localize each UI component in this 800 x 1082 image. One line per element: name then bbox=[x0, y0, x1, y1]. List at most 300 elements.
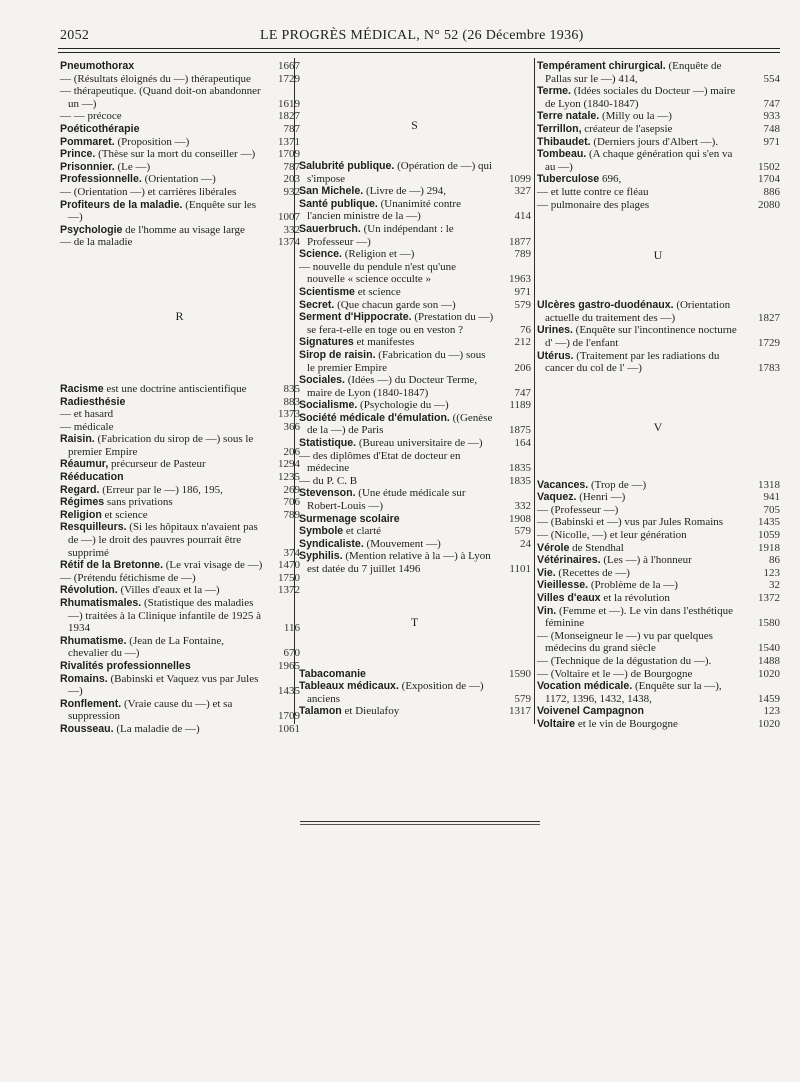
entry-page-number: 1372 bbox=[758, 592, 780, 605]
entry-heading: Vin. bbox=[537, 604, 557, 617]
entry-page-number: 1459 bbox=[758, 692, 780, 705]
entry-page-number: 1619 bbox=[278, 97, 300, 110]
entry-heading: Syndicaliste. bbox=[299, 537, 364, 550]
entry-page-number: 32 bbox=[769, 579, 780, 592]
entry-text: (Enquête de Pallas sur le —) 414, bbox=[545, 60, 722, 85]
entry-page-number: 2080 bbox=[758, 198, 780, 211]
index-entry bbox=[299, 412, 531, 437]
index-entry bbox=[60, 673, 300, 698]
entry-heading: Religion bbox=[60, 508, 102, 521]
index-entry bbox=[537, 491, 780, 504]
index-column-2 bbox=[299, 60, 531, 718]
index-entry bbox=[537, 542, 780, 555]
entry-heading: Urines. bbox=[537, 324, 573, 337]
entry-group bbox=[60, 60, 300, 249]
entry-page-number: 579 bbox=[514, 525, 531, 538]
index-entry bbox=[537, 479, 780, 492]
entry-text: (Un indépendant : le Professeur —) bbox=[307, 222, 454, 248]
index-entry bbox=[537, 592, 780, 605]
entry-page-number: 332 bbox=[283, 223, 300, 236]
entry-text: (Problème de la —) bbox=[590, 579, 678, 592]
entry-text: — nouvelle du pendule n'est qu'une nouvelle « science occulte » bbox=[299, 260, 457, 286]
entry-page-number: 1918 bbox=[758, 541, 780, 554]
index-entry bbox=[537, 148, 780, 173]
entry-text: est une doctrine antiscientifique bbox=[106, 382, 247, 395]
entry-page-number: 1435 bbox=[758, 516, 780, 529]
entry-text: (Enquête sur les —) bbox=[68, 198, 257, 224]
entry-heading: Rivalités professionnelles bbox=[60, 659, 191, 672]
entry-page-number: 1590 bbox=[509, 667, 531, 680]
entry-heading: Ronflement. bbox=[60, 697, 122, 710]
entry-page-number: 366 bbox=[283, 420, 300, 433]
entry-heading: Rousseau. bbox=[60, 722, 114, 735]
index-entry bbox=[299, 299, 531, 312]
index-entry bbox=[60, 584, 300, 597]
entry-text: et la révolution bbox=[603, 592, 670, 605]
index-entry bbox=[60, 173, 300, 186]
entry-page-number: 941 bbox=[763, 491, 780, 504]
entry-heading: Salubrité publique. bbox=[299, 160, 395, 172]
index-column-1 bbox=[60, 60, 300, 736]
entry-heading: San Michele. bbox=[299, 185, 364, 198]
entry-heading: Profiteurs de la maladie. bbox=[60, 198, 183, 211]
index-entry bbox=[537, 705, 780, 718]
entry-heading: Rétif de la Bretonne. bbox=[60, 559, 164, 572]
entry-text: — (Résultats éloignés du —) thérapeutique bbox=[60, 72, 251, 85]
entry-heading: Prisonnier. bbox=[60, 160, 115, 173]
entry-heading: Villes d'eaux bbox=[537, 592, 601, 605]
entry-heading: Sirop de raisin. bbox=[299, 348, 376, 361]
entry-text: (Thèse sur la mort du conseiller —) bbox=[98, 148, 256, 161]
entry-heading: Stevenson. bbox=[299, 487, 356, 500]
index-entry bbox=[60, 136, 300, 149]
index-entry bbox=[299, 286, 531, 299]
entry-page-number: 414 bbox=[514, 210, 531, 223]
entry-text: et Dieulafoy bbox=[344, 705, 400, 718]
index-entry bbox=[60, 186, 300, 199]
entry-heading: Thibaudet. bbox=[537, 135, 591, 148]
section-letter-t: T bbox=[410, 614, 420, 629]
entry-heading: Tuberculose bbox=[537, 173, 600, 186]
entry-heading: Regard. bbox=[60, 483, 100, 496]
index-entry bbox=[299, 336, 531, 349]
entry-heading: Surmenage scolaire bbox=[299, 512, 400, 525]
index-entry bbox=[60, 73, 300, 86]
index-entry bbox=[60, 161, 300, 174]
entry-text: et clarté bbox=[345, 525, 382, 538]
entry-page-number: 1020 bbox=[758, 667, 780, 680]
entry-text: — et hasard bbox=[60, 408, 114, 421]
entry-heading: Scientisme bbox=[299, 285, 355, 298]
entry-text: (Trop de —) bbox=[591, 478, 647, 491]
index-entry bbox=[537, 567, 780, 580]
entry-page-number: 747 bbox=[763, 97, 780, 110]
entry-page-number: 1667 bbox=[278, 60, 300, 72]
index-entry bbox=[60, 458, 300, 471]
entry-text: (La maladie de —) bbox=[116, 722, 200, 735]
entry-text: (Jean de La Fontaine, chevalier du —) bbox=[68, 634, 224, 660]
entry-page-number: 1061 bbox=[278, 722, 300, 735]
column-divider bbox=[534, 58, 535, 724]
entry-heading: Utérus. bbox=[537, 349, 574, 362]
entry-text: et le vin de Bourgogne bbox=[577, 717, 678, 730]
entry-page-number: 1371 bbox=[278, 135, 300, 148]
entry-text: de Stendhal bbox=[572, 541, 624, 554]
footer-rule-thin bbox=[300, 824, 540, 825]
entry-page-number: 971 bbox=[514, 285, 531, 298]
index-entry bbox=[299, 487, 531, 512]
index-column-3 bbox=[537, 60, 780, 731]
entry-page-number: 1827 bbox=[278, 110, 300, 123]
index-entry bbox=[60, 559, 300, 572]
entry-page-number: 787 bbox=[283, 160, 300, 173]
entry-text: — des diplômes d'Etat de docteur en médecine bbox=[299, 449, 461, 475]
index-entry bbox=[60, 110, 300, 123]
entry-page-number: 1580 bbox=[758, 617, 780, 630]
entry-heading: Voivenel Campagnon bbox=[537, 705, 644, 718]
entry-page-number: 1488 bbox=[758, 655, 780, 667]
entry-page-number: 203 bbox=[283, 173, 300, 186]
entry-heading: Vie. bbox=[537, 566, 556, 579]
entry-text: (Unanimité contre l'ancien ministre de la —) bbox=[307, 197, 461, 223]
entry-text: sans privations bbox=[106, 496, 173, 509]
index-entry bbox=[537, 630, 780, 655]
entry-page-number: 123 bbox=[763, 705, 780, 718]
entry-page-number: 971 bbox=[763, 135, 780, 148]
index-entry bbox=[299, 525, 531, 538]
entry-heading: Tombeau. bbox=[537, 148, 587, 161]
index-entry bbox=[60, 484, 300, 497]
entry-page-number: 1059 bbox=[758, 529, 780, 542]
entry-page-number: 1965 bbox=[278, 659, 300, 672]
index-entry bbox=[60, 698, 300, 723]
entry-heading: Symbole bbox=[299, 525, 344, 538]
entry-page-number: 332 bbox=[514, 500, 531, 513]
entry-text: (Le —) bbox=[117, 160, 151, 173]
entry-heading: Science. bbox=[299, 248, 342, 261]
entry-text: (Villes d'eaux et la —) bbox=[120, 584, 220, 597]
entry-text: (Derniers jours d'Albert —). bbox=[593, 135, 719, 148]
index-entry bbox=[299, 248, 531, 261]
entry-heading: Terme. bbox=[537, 85, 571, 98]
entry-text: (Idées sociales du Docteur —) maire de Lyon (1840-1847) bbox=[545, 85, 736, 110]
index-entry bbox=[60, 433, 300, 458]
journal-line: LE PROGRÈS MÉDICAL, N° 52 (26 Décembre 1936) bbox=[260, 28, 584, 43]
index-entry bbox=[299, 399, 531, 412]
index-entry bbox=[537, 60, 780, 85]
entry-text: 696, bbox=[601, 173, 622, 186]
entry-page-number: 1835 bbox=[509, 474, 531, 487]
index-entry bbox=[537, 136, 780, 149]
page-number: 2052 bbox=[60, 28, 90, 43]
entry-page-number: 883 bbox=[283, 395, 300, 408]
entry-heading: Professionnelle. bbox=[60, 173, 142, 186]
entry-text: (Mention relative à la —) à Lyon est datée du 7 juillet 1496 bbox=[307, 550, 491, 575]
entry-text: créateur de l'asepsie bbox=[584, 122, 673, 135]
entry-text: — (Technique de la dégustation du —). bbox=[537, 655, 712, 667]
entry-page-number: 579 bbox=[514, 692, 531, 705]
entry-page-number: 579 bbox=[514, 298, 531, 311]
index-entry bbox=[299, 349, 531, 374]
index-entry bbox=[537, 504, 780, 517]
entry-heading: Vétérinaires. bbox=[537, 554, 601, 567]
index-entry bbox=[60, 224, 300, 237]
index-entry bbox=[60, 521, 300, 559]
entry-text: et manifestes bbox=[356, 336, 415, 349]
index-entry bbox=[60, 723, 300, 736]
entry-page-number: 1783 bbox=[758, 362, 780, 375]
section-letter-r: R bbox=[175, 308, 185, 323]
section-letter-s: S bbox=[411, 118, 419, 132]
entry-text: — (Prétendu fétichisme de —) bbox=[60, 571, 196, 584]
index-entry bbox=[299, 450, 531, 475]
entry-page-number: 1835 bbox=[509, 462, 531, 475]
index-entry bbox=[60, 85, 300, 110]
entry-heading: Pommaret. bbox=[60, 135, 115, 148]
entry-page-number: 164 bbox=[514, 437, 531, 450]
entry-page-number: 1729 bbox=[278, 72, 300, 85]
entry-heading: Vérole bbox=[537, 541, 570, 554]
entry-text: (Opération de —) qui s'impose bbox=[307, 160, 493, 185]
entry-page-number: 1099 bbox=[509, 172, 531, 185]
entry-group bbox=[537, 299, 780, 375]
entry-page-number: 269 bbox=[283, 483, 300, 496]
entry-heading: Secret. bbox=[299, 298, 335, 311]
entry-page-number: 835 bbox=[283, 382, 300, 395]
index-entry bbox=[299, 437, 531, 450]
entry-heading: Révolution. bbox=[60, 584, 118, 597]
index-entry bbox=[299, 198, 531, 223]
entry-page-number: 1235 bbox=[278, 471, 300, 484]
section-letter-v: V bbox=[653, 419, 664, 434]
entry-heading: Sociales. bbox=[299, 374, 345, 387]
index-entry bbox=[537, 554, 780, 567]
index-entry bbox=[537, 350, 780, 375]
entry-text: (Religion et —) bbox=[344, 248, 415, 261]
entry-page-number: 123 bbox=[763, 566, 780, 579]
entry-text: (Babinski et Vaquez vus par Jules —) bbox=[68, 672, 259, 698]
entry-page-number: 212 bbox=[514, 336, 531, 349]
index-entry bbox=[60, 597, 300, 635]
index-entry bbox=[60, 148, 300, 161]
entry-text: — médicale bbox=[60, 420, 114, 433]
entry-page-number: 76 bbox=[520, 323, 531, 336]
index-entry bbox=[60, 572, 300, 585]
entry-heading: Raisin. bbox=[60, 433, 95, 446]
entry-heading: Talamon bbox=[299, 705, 342, 718]
entry-page-number: 1317 bbox=[509, 705, 531, 718]
entry-text: et science bbox=[357, 285, 401, 298]
index-entry bbox=[537, 655, 780, 668]
entry-page-number: 206 bbox=[283, 445, 300, 458]
entry-heading: Terrillon, bbox=[537, 122, 582, 135]
entry-page-number: 374 bbox=[283, 546, 300, 559]
index-entry bbox=[60, 383, 300, 396]
entry-page-number: 1750 bbox=[278, 571, 300, 584]
index-entry bbox=[299, 311, 531, 336]
entry-page-number: 1540 bbox=[758, 642, 780, 655]
entry-page-number: 1729 bbox=[758, 336, 780, 349]
index-entry bbox=[537, 173, 780, 186]
footer-rule bbox=[300, 821, 540, 822]
entry-heading: Ulcères gastro-duodénaux. bbox=[537, 299, 674, 312]
entry-heading: Socialisme. bbox=[299, 399, 358, 412]
index-entry bbox=[60, 396, 300, 409]
entry-text: (Le vrai visage de —) bbox=[165, 559, 263, 572]
entry-text: (Si les hôpitaux n'avaient pas de —) le droit des pauvres pourrait être supprimé bbox=[68, 521, 258, 559]
entry-page-number: 933 bbox=[763, 110, 780, 123]
entry-heading: Statistique. bbox=[299, 437, 357, 450]
entry-page-number: 1435 bbox=[278, 685, 300, 698]
entry-page-number: 1020 bbox=[758, 717, 780, 730]
index-entry bbox=[537, 718, 780, 731]
entry-text: (Proposition —) bbox=[117, 135, 190, 148]
entry-page-number: 747 bbox=[514, 386, 531, 399]
index-entry bbox=[537, 186, 780, 199]
header-rule-thin bbox=[58, 52, 780, 53]
entry-text: — — précoce bbox=[60, 110, 122, 123]
entry-heading: Tempérament chirurgical. bbox=[537, 60, 666, 72]
entry-text: de l'homme au visage large bbox=[125, 223, 245, 236]
index-entry bbox=[299, 668, 531, 681]
index-entry bbox=[299, 261, 531, 286]
entry-text: (Une étude médicale sur Robert-Louis —) bbox=[307, 487, 466, 513]
entry-heading: Vocation médicale. bbox=[537, 680, 633, 693]
entry-heading: Sauerbruch. bbox=[299, 222, 361, 235]
entry-heading: Rééducation bbox=[60, 471, 124, 484]
index-entry bbox=[299, 185, 531, 198]
entry-page-number: 86 bbox=[769, 554, 780, 567]
entry-heading: Terre natale. bbox=[537, 110, 600, 123]
entry-text: — pulmonaire des plages bbox=[537, 198, 650, 211]
entry-text: (Mouvement —) bbox=[366, 537, 441, 550]
index-entry bbox=[299, 475, 531, 488]
index-entry bbox=[299, 223, 531, 248]
index-entry bbox=[60, 408, 300, 421]
index-entry bbox=[537, 123, 780, 136]
index-entry bbox=[60, 496, 300, 509]
entry-text: — du P. C. B bbox=[299, 474, 358, 487]
entry-page-number: 748 bbox=[763, 122, 780, 135]
entry-heading: Syphilis. bbox=[299, 550, 343, 563]
entry-text: (Femme et —). Le vin dans l'esthétique féminine bbox=[545, 604, 733, 630]
entry-text: (Bureau universitaire de —) bbox=[358, 437, 483, 450]
index-entry bbox=[299, 680, 531, 705]
entry-page-number: 1372 bbox=[278, 584, 300, 597]
entry-text: (Statistique des maladies —) traitées à la Clinique infantile de 1925 à 1934 bbox=[68, 597, 262, 635]
entry-page-number: 1908 bbox=[509, 512, 531, 525]
entry-page-number: 787 bbox=[283, 122, 300, 135]
entry-page-number: 1709 bbox=[278, 148, 300, 161]
entry-page-number: 932 bbox=[283, 185, 300, 198]
entry-heading: Vacances. bbox=[537, 478, 589, 491]
entry-text: (Orientation actuelle du traitement des —) bbox=[545, 299, 731, 324]
entry-text: (Enquête sur la —), 1172, 1396, 1432, 1438, bbox=[545, 680, 722, 705]
index-entry bbox=[60, 421, 300, 434]
entry-page-number: 670 bbox=[283, 647, 300, 660]
entry-page-number: 789 bbox=[514, 248, 531, 261]
entry-text: (Livre de —) 294, bbox=[365, 185, 446, 198]
entry-text: (Henri —) bbox=[579, 491, 626, 504]
entry-page-number: 705 bbox=[763, 503, 780, 516]
index-entry bbox=[299, 550, 531, 575]
entry-group bbox=[60, 383, 300, 736]
entry-page-number: 789 bbox=[283, 508, 300, 521]
entry-page-number: 1373 bbox=[278, 408, 300, 421]
entry-page-number: 1704 bbox=[758, 173, 780, 186]
entry-page-number: 206 bbox=[514, 361, 531, 374]
entry-page-number: 1877 bbox=[509, 235, 531, 248]
entry-text: (Les —) à l'honneur bbox=[603, 554, 692, 567]
header-rule bbox=[58, 48, 780, 49]
index-entry bbox=[537, 605, 780, 630]
entry-text: précurseur de Pasteur bbox=[111, 458, 206, 471]
entry-heading: Poéticothérapie bbox=[60, 122, 140, 135]
entry-text: — (Babinski et —) vus par Jules Romains bbox=[537, 516, 724, 529]
entry-text: et science bbox=[104, 508, 148, 521]
entry-page-number: 1470 bbox=[278, 559, 300, 572]
entry-page-number: 1827 bbox=[758, 311, 780, 324]
entry-text: — (Professeur —) bbox=[537, 503, 619, 516]
index-entry bbox=[60, 471, 300, 484]
entry-page-number: 886 bbox=[763, 185, 780, 198]
entry-group bbox=[537, 479, 780, 731]
entry-heading: Prince. bbox=[60, 148, 96, 161]
index-entry bbox=[60, 199, 300, 224]
entry-text: — (Orientation —) et carrières libérales bbox=[60, 185, 237, 198]
entry-page-number: 1374 bbox=[278, 236, 300, 249]
entry-page-number: 327 bbox=[514, 185, 531, 198]
entry-page-number: 1963 bbox=[509, 273, 531, 286]
entry-heading: Pneumothorax bbox=[60, 60, 135, 72]
entry-text: (A chaque génération qui s'en va au —) bbox=[545, 148, 733, 173]
entry-heading: Santé publique. bbox=[299, 197, 378, 210]
index-entry bbox=[537, 668, 780, 681]
entry-heading: Signatures bbox=[299, 336, 354, 349]
entry-page-number: 554 bbox=[763, 72, 780, 85]
index-entry bbox=[299, 513, 531, 526]
entry-text: (Prestation du —) se fera-t-elle en toge ou en veston ? bbox=[307, 311, 494, 336]
entry-text: (Vraie cause du —) et sa suppression bbox=[68, 697, 233, 723]
entry-group bbox=[299, 160, 531, 576]
index-entry bbox=[537, 579, 780, 592]
entry-page-number: 116 bbox=[283, 622, 300, 635]
entry-page-number: 1318 bbox=[758, 478, 780, 491]
index-entry bbox=[60, 60, 300, 73]
entry-page-number: 24 bbox=[520, 537, 531, 550]
entry-text: ((Genèse de la —) de Paris bbox=[307, 411, 493, 437]
index-entry bbox=[537, 680, 780, 705]
entry-heading: Serment d'Hippocrate. bbox=[299, 311, 412, 324]
entry-page-number: 1502 bbox=[758, 160, 780, 173]
index-entry bbox=[537, 516, 780, 529]
entry-heading: Psychologie bbox=[60, 223, 123, 236]
entry-heading: Radiesthésie bbox=[60, 395, 126, 408]
entry-page-number: 1101 bbox=[509, 563, 531, 575]
entry-heading: Voltaire bbox=[537, 717, 576, 730]
entry-heading: Tabacomanie bbox=[299, 667, 366, 680]
entry-text: (Exposition de —) anciens bbox=[307, 680, 484, 705]
entry-heading: Romains. bbox=[60, 672, 108, 685]
entry-heading: Réaumur, bbox=[60, 458, 109, 471]
index-entry bbox=[299, 705, 531, 718]
entry-heading: Racisme bbox=[60, 382, 104, 395]
entry-page-number: 1294 bbox=[278, 458, 300, 471]
entry-text: (Traitement par les radiations du cancer du col de l' —) bbox=[545, 349, 720, 375]
entry-heading: Société médicale d'émulation. bbox=[299, 411, 450, 424]
index-entry bbox=[537, 85, 780, 110]
entry-text: (Psychologie du —) bbox=[360, 399, 449, 412]
